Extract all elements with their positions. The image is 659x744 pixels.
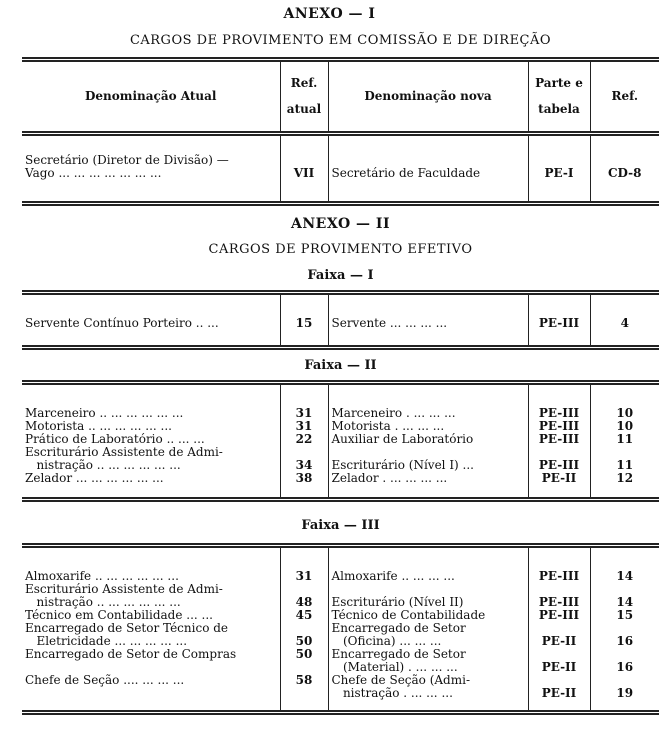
cell-atual: Prático de Laboratório .. ... ... (25, 432, 205, 446)
faixa2-label: Faixa — II (304, 358, 377, 373)
table-row (22, 383, 659, 421)
cell-ref-atual: 58 (280, 674, 328, 687)
faixa1-table (22, 290, 659, 350)
cell-atual: nistração .. ... ... ... ... ... (25, 458, 181, 472)
cell-ref-atual: 31 (280, 383, 328, 421)
anexo2-title: ANEXO — II (291, 216, 390, 232)
header-parte: Parte e tabela (528, 60, 590, 134)
cell-atual: Almoxarife .. ... ... ... ... ... (22, 546, 280, 584)
cell-ref: 16 (590, 635, 659, 648)
anexo1-table (22, 57, 659, 206)
cell-nova: Encarregado de Setor (328, 648, 528, 661)
cell-ref-atual: 50 (280, 635, 328, 648)
cell-nova: Motorista . ... ... ... (328, 420, 528, 433)
cell-atual: Encarregado de Setor Técnico de (25, 621, 229, 635)
cell-nova: nistração . ... ... ... (328, 687, 528, 713)
cell-nova: Almoxarife .. ... ... ... (328, 546, 528, 584)
cell-parte: PE-III (528, 609, 590, 622)
cell-nova: (Material) . ... ... ... (328, 661, 528, 674)
table-row (22, 687, 659, 713)
cell-ref-atual: 38 (280, 472, 328, 500)
cell-ref: 16 (590, 661, 659, 674)
cell-nova: Técnico de Contabilidade (328, 609, 528, 622)
cell-ref-atual: 45 (280, 609, 328, 622)
table-row (22, 472, 659, 500)
cell-ref: 19 (590, 687, 659, 713)
cell-atual: Marceneiro .. ... ... ... ... ... (22, 383, 280, 421)
cell-atual: Motorista .. ... ... ... ... ... (25, 419, 172, 433)
anexo1-subtitle: CARGOS DE PROVIMENTO EM COMISSÃO E DE DIREÇÃO (129, 33, 552, 48)
cell-nova: Escriturário (Nível I) ... (328, 459, 528, 472)
cell-nova: Marceneiro . ... ... ... (328, 383, 528, 421)
table-row (22, 134, 659, 204)
cell-nova: Auxiliar de Laboratório (328, 433, 528, 446)
header-den-atual: Denominação Atual (22, 60, 280, 134)
cell-atual: Chefe de Seção .... ... ... ... (25, 673, 185, 687)
cell-ref-atual: 34 (280, 459, 328, 472)
header-ref: Ref. (590, 60, 659, 134)
cell-ref-atual: 48 (280, 596, 328, 609)
cell-nova: Secretário de Faculdade (328, 134, 528, 204)
cell-parte: PE-III (528, 433, 590, 446)
cell-nova: Encarregado de Setor (328, 622, 528, 635)
cell-ref: 11 (590, 433, 659, 446)
table-row (22, 546, 659, 584)
cell-ref-atual: 31 (280, 546, 328, 584)
cell-ref: 10 (590, 383, 659, 421)
cell-ref: 12 (590, 472, 659, 500)
cell-ref: 15 (590, 609, 659, 622)
cell-atual: Zelador ... ... ... ... ... ... (22, 472, 280, 500)
cell-ref: CD-8 (590, 134, 659, 204)
cell-parte: PE-III (528, 420, 590, 433)
cell-parte: PE-III (528, 546, 590, 584)
faixa1-label: Faixa — I (307, 268, 374, 283)
cell-atual: Secretário (Diretor de Divisão) — Vago ... ... ... ... ... ... ... (22, 134, 280, 204)
cell-nova: Chefe de Seção (Admi- (328, 674, 528, 687)
faixa2-table (22, 380, 659, 502)
header-ref-atual: Ref. atual (280, 60, 328, 134)
faixa3-table (22, 543, 659, 715)
cell-ref: 14 (590, 596, 659, 609)
cell-parte: PE-I (528, 134, 590, 204)
cell-parte: PE-II (528, 661, 590, 674)
faixa3-label: Faixa — III (301, 518, 380, 533)
cell-ref-atual: 22 (280, 433, 328, 446)
cell-ref: 11 (590, 459, 659, 472)
cell-nova: Escriturário (Nível II) (328, 596, 528, 609)
cell-ref-atual: 50 (280, 648, 328, 661)
anexo1-title: ANEXO — I (283, 6, 376, 22)
cell-atual: Eletricidade ... ... ... ... ... (25, 634, 188, 648)
cell-ref-atual: VII (280, 134, 328, 204)
cell-nova: Zelador . ... ... ... ... (328, 472, 528, 500)
cell-parte: PE-II (528, 472, 590, 500)
cell-parte: PE-III (528, 459, 590, 472)
cell-nova: (Oficina) ... ... ... (328, 635, 528, 648)
cell-parte: PE-II (528, 687, 590, 713)
cell-ref: 10 (590, 420, 659, 433)
cell-atual: Técnico em Contabilidade ... ... (25, 608, 213, 622)
cell-parte: PE-III (528, 383, 590, 421)
table-row: Servente Contínuo Porteiro .. ... 15 Servente ... ... ... ... PE-III 4 (22, 293, 659, 348)
cell-atual: Escriturário Assistente de Admi- (25, 445, 223, 459)
cell-atual: Encarregado de Setor de Compras (25, 647, 237, 661)
cell-ref-atual (280, 687, 328, 713)
cell-parte: PE-III (528, 596, 590, 609)
cell-atual (22, 687, 280, 713)
cell-atual: nistração .. ... ... ... ... ... (25, 595, 181, 609)
anexo2-subtitle: CARGOS DE PROVIMENTO EFETIVO (208, 242, 473, 257)
cell-parte: PE-II (528, 635, 590, 648)
header-den-nova: Denominação nova (328, 60, 528, 134)
cell-ref: 14 (590, 546, 659, 584)
cell-ref-atual: 31 (280, 420, 328, 433)
cell-atual: Escriturário Assistente de Admi- (25, 582, 223, 596)
